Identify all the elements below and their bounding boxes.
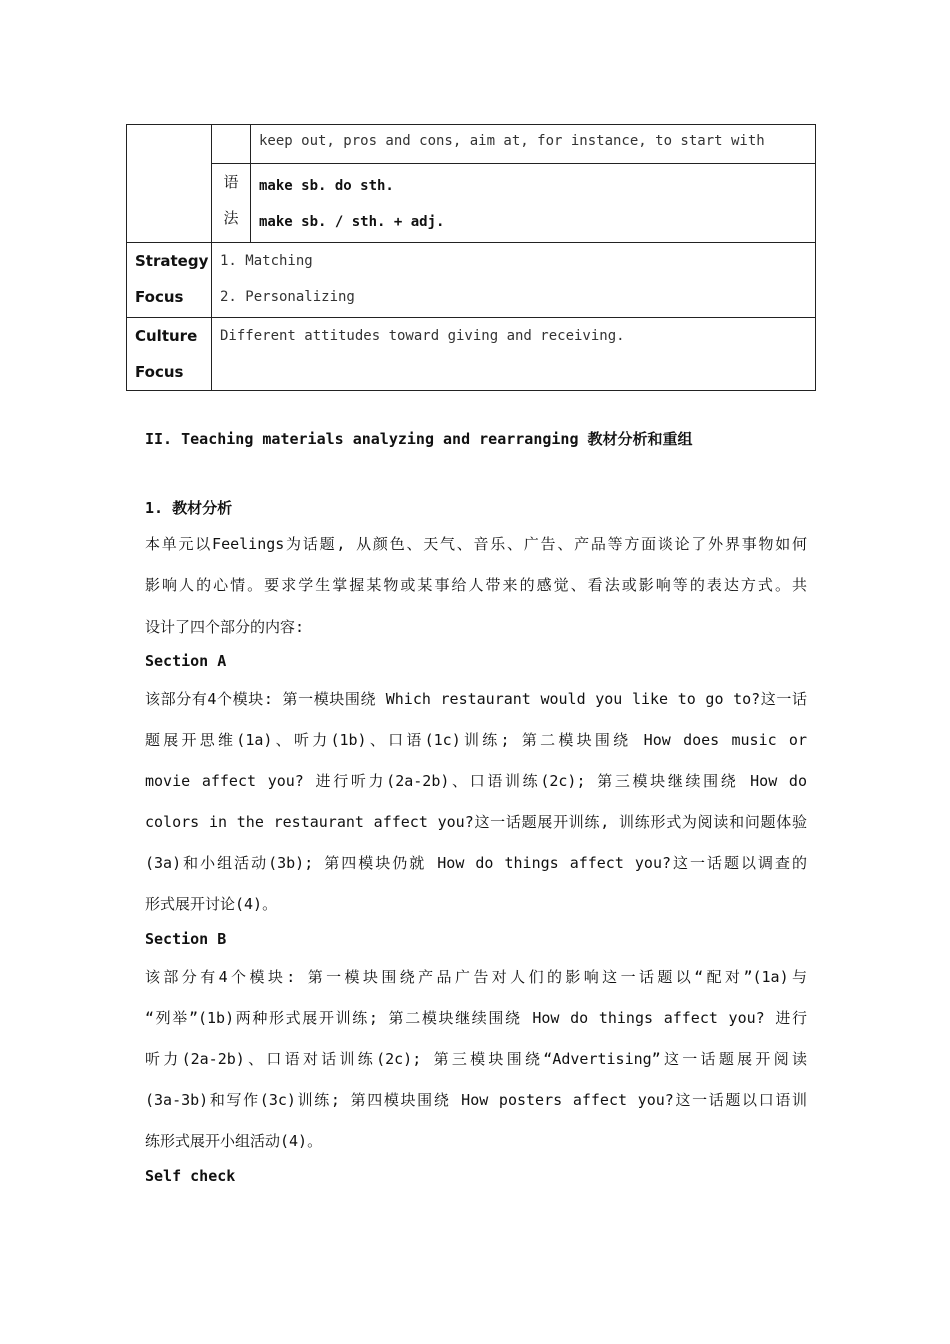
vocab-sub-cell [212, 125, 251, 164]
culture-text: Different attitudes toward giving and receiving. [220, 328, 625, 344]
intro-line-3: 设计了四个部分的内容: [145, 618, 305, 636]
intro-line-1: 本单元以Feelings为话题, 从颜色、天气、音乐、广告、产品等方面谈论了外界事物如何 [145, 535, 807, 553]
section-b-line-1: 该部分有4个模块: 第一模块围绕产品广告对人们的影响这一话题以“配对”(1a)与 [145, 968, 807, 986]
self-check-label: Self check [145, 1167, 236, 1185]
teaching-plan-table [126, 124, 816, 391]
section-a-line-5: (3a)和小组活动(3b); 第四模块仍就 How do things affect you?这一话题以调查的 [145, 854, 807, 872]
culture-row [127, 318, 816, 391]
section-a-line-4: colors in the restaurant affect you?这一话题展开训练, 训练形式为阅读和问题体验 [145, 813, 807, 831]
subheading-textbook-analysis: 1. 教材分析 [145, 499, 233, 517]
strategy-content-cell [212, 243, 816, 318]
section-a-line-2: 题展开思维(1a)、听力(1b)、口语(1c)训练; 第二模块围绕 How does music or [145, 731, 807, 749]
strategy-item-2: 2. Personalizing [220, 289, 355, 305]
vocab-content-cell [251, 125, 816, 164]
strategy-label-cell [127, 243, 212, 318]
grammar-sub-label-1: 语 [223, 173, 239, 191]
grammar-sub-cell [212, 164, 251, 243]
section-b-line-3: 听力(2a-2b)、口语对话训练(2c); 第三模块围绕“Advertising”这一话题展开阅读 [145, 1050, 807, 1068]
grammar-line-2: make sb. / sth. + adj. [259, 214, 445, 230]
section-a-line-6: 形式展开讨论(4)。 [145, 895, 278, 913]
grammar-content-cell [251, 164, 816, 243]
vocab-row [127, 125, 816, 164]
section-b-line-2: “列举”(1b)两种形式展开训练; 第二模块继续围绕 How do things affect you? 进行 [145, 1009, 807, 1027]
strategy-label-2: Focus [135, 288, 184, 306]
section-b-line-4: (3a-3b)和写作(3c)训练; 第四模块围绕 How posters affect you?这一话题以口语训 [145, 1091, 807, 1109]
grammar-line-1: make sb. do sth. [259, 178, 394, 194]
section-2-heading: II. Teaching materials analyzing and rearranging 教材分析和重组 [145, 430, 693, 448]
culture-label-1: Culture [135, 327, 198, 345]
section-b-line-5: 练形式展开小组活动(4)。 [145, 1132, 323, 1150]
grammar-sub-label-2: 法 [223, 209, 239, 227]
section-a-label: Section A [145, 652, 227, 670]
strategy-item-1: 1. Matching [220, 253, 313, 269]
grammar-row [127, 164, 816, 243]
intro-line-2: 影响人的心情。要求学生掌握某物或某事给人带来的感觉、看法或影响等的表达方式。共 [145, 576, 807, 594]
culture-label-2: Focus [135, 363, 184, 381]
strategy-label-1: Strategy [135, 252, 209, 270]
section-b-label: Section B [145, 930, 227, 948]
strategy-row [127, 243, 816, 318]
vocab-text: keep out, pros and cons, aim at, for instance, to start with [259, 133, 765, 149]
vocab-label-cell [127, 125, 212, 243]
culture-label-cell [127, 318, 212, 391]
section-a-line-3: movie affect you? 进行听力(2a-2b)、口语训练(2c); 第三模块继续围绕 How do [145, 772, 807, 790]
culture-content-cell [212, 318, 816, 391]
section-a-line-1: 该部分有4个模块: 第一模块围绕 Which restaurant would you like to go to?这一话 [145, 690, 807, 708]
